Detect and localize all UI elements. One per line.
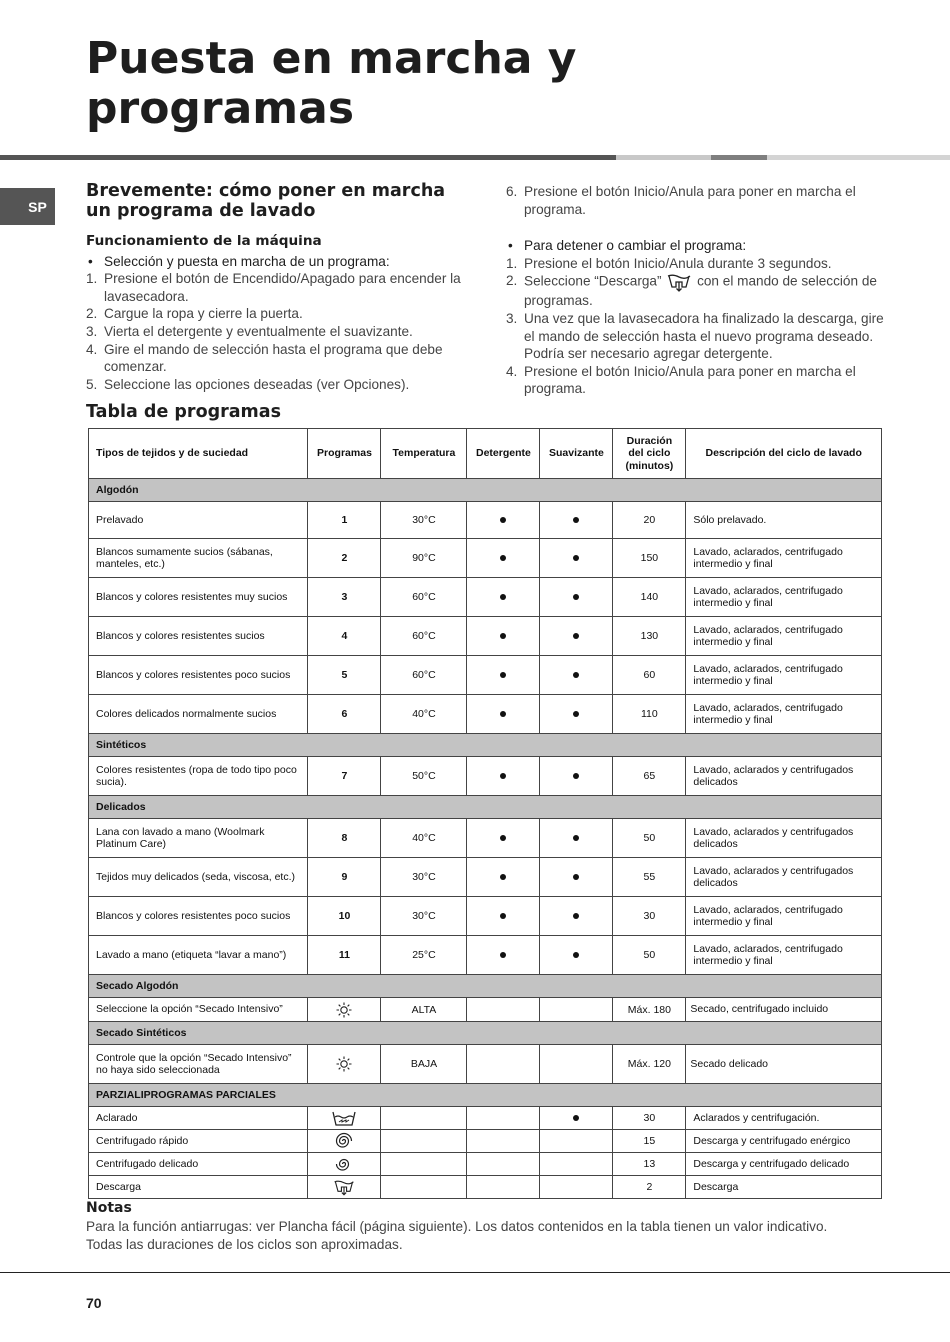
- table-row: Colores delicados normalmente sucios 6 40°C 110 Lavado, aclarados, centrifugado intermedio y final: [89, 695, 882, 734]
- softener-dot: [573, 555, 579, 561]
- table-row: Descarga 2 Descarga: [89, 1176, 882, 1199]
- softener-dot: [573, 672, 579, 678]
- header-description: Descripción del ciclo de lavado: [686, 429, 882, 479]
- softener-dot: [573, 633, 579, 639]
- list-item: 5. Seleccione las opciones deseadas (ver Opciones).: [86, 376, 410, 392]
- softener-dot: [573, 711, 579, 717]
- operation-subheading: Funcionamiento de la máquina: [86, 233, 322, 249]
- programs-table: [88, 428, 882, 1199]
- category-row: Algodón: [89, 479, 882, 502]
- detergent-dot: [500, 672, 506, 678]
- list-item: 4. Presione el botón Inicio/Anula para poner en marcha el programa.: [506, 363, 856, 397]
- language-tab: SP: [0, 188, 55, 225]
- stop-steps-list: [506, 255, 886, 398]
- category-row: PARZIALIPROGRAMAS PARCIALES: [89, 1084, 882, 1107]
- list-item: 1. Presione el botón de Encendido/Apagado para encender la lavasecadora.: [86, 271, 461, 304]
- softener-dot: [573, 874, 579, 880]
- table-row: Lavado a mano (etiqueta “lavar a mano”) 11 25°C 50 Lavado, aclarados, centrifugado intermedio y final: [89, 936, 882, 975]
- start-steps-continued: [506, 183, 886, 218]
- detergent-dot: [500, 913, 506, 919]
- table-row: Lana con lavado a mano (Woolmark Platinum Care) 8 40°C 50 Lavado, aclarados y centrifugados delicados: [89, 819, 882, 858]
- table-row: Aclarado 30 Aclarados y centrifugación.: [89, 1107, 882, 1130]
- spin-icon: [335, 1158, 353, 1170]
- softener-dot: [573, 773, 579, 779]
- start-bullet: • Selección y puesta en marcha de un programa:: [86, 253, 466, 271]
- list-item: 2. Cargue la ropa y cierre la puerta.: [86, 306, 303, 322]
- softener-dot: [573, 1115, 579, 1121]
- softener-dot: [573, 517, 579, 523]
- table-heading: Tabla de programas: [86, 402, 282, 422]
- detergent-dot: [500, 711, 506, 717]
- header-rule-dark: [0, 155, 616, 160]
- list-item: 4. Gire el mando de selección hasta el programa que debe comenzar.: [86, 341, 443, 375]
- table-row: Seleccione la opción “Secado Intensivo” ALTA Máx. 180 Secado, centrifugado incluido: [89, 998, 882, 1022]
- table-row: Tejidos muy delicados (seda, viscosa, etc.) 9 30°C 55 Lavado, aclarados y centrifugados delicados: [89, 858, 882, 897]
- softener-dot: [573, 594, 579, 600]
- header-temperature: Temperatura: [381, 429, 467, 479]
- category-row: Sintéticos: [89, 734, 882, 757]
- intro-right-column: [506, 183, 886, 398]
- detergent-dot: [500, 633, 506, 639]
- start-steps-list: [86, 270, 466, 393]
- header-program: Programas: [308, 429, 381, 479]
- softener-dot: [573, 952, 579, 958]
- list-item: 3. Vierta el detergente y eventualmente el suavizante.: [86, 323, 413, 339]
- table-row: Blancos sumamente sucios (sábanas, manteles, etc.) 2 90°C 150 Lavado, aclarados, centrifugado intermedio y final: [89, 539, 882, 578]
- header-softener: Suavizante: [540, 429, 613, 479]
- category-row: Delicados: [89, 796, 882, 819]
- header-duration: Duración del ciclo (minutos): [613, 429, 686, 479]
- category-row: Secado Sintéticos: [89, 1022, 882, 1045]
- table-header-row: [89, 429, 882, 479]
- table-row: Centrifugado rápido 15 Descarga y centrifugado enérgico: [89, 1130, 882, 1153]
- header-detergent: Detergente: [467, 429, 540, 479]
- notes-text: Para la función antiarrugas: ver Plancha fácil (página siguiente). Los datos contenidos en la tabla tienen un valor indicativo. Todas las duraciones de los ciclos son aproximadas.: [86, 1219, 828, 1252]
- table-row: Controle que la opción “Secado Intensivo” no haya sido seleccionada BAJA Máx. 120 Secado delicado: [89, 1045, 882, 1084]
- drain-icon: [665, 274, 693, 289]
- stop-bullet: • Para detener o cambiar el programa:: [506, 237, 886, 255]
- intro-heading: Brevemente: cómo poner en marcha un programa de lavado: [86, 181, 446, 221]
- drain-icon: [332, 1181, 356, 1193]
- header-rule-light-end: [767, 155, 950, 160]
- list-item: 3. Una vez que la lavasecadora ha finalizado la descarga, gire el mando de selección hasta el nuevo programa deseado. Podría ser necesario agregar detergente.: [506, 310, 884, 362]
- softener-dot: [573, 913, 579, 919]
- detergent-dot: [500, 874, 506, 880]
- table-row: Colores resistentes (ropa de todo tipo poco sucia). 7 50°C 65 Lavado, aclarados y centrifugados delicados: [89, 757, 882, 796]
- rinse-icon: [331, 1112, 357, 1124]
- list-item: 1. Presione el botón Inicio/Anula durante 3 segundos.: [506, 255, 832, 271]
- table-row: Blancos y colores resistentes poco sucios 10 30°C 30 Lavado, aclarados, centrifugado intermedio y final: [89, 897, 882, 936]
- table-row: Blancos y colores resistentes poco sucios 5 60°C 60 Lavado, aclarados, centrifugado intermedio y final: [89, 656, 882, 695]
- header-fabric: Tipos de tejidos y de suciedad: [89, 429, 308, 479]
- dry-sun-icon: [336, 1003, 352, 1015]
- list-item: 2. Seleccione “Descarga” con el mando de selección de programas.: [506, 273, 877, 309]
- dry-sun-icon: [336, 1058, 352, 1070]
- detergent-dot: [500, 517, 506, 523]
- page-number: 70: [86, 1295, 102, 1311]
- notes-title: Notas: [86, 1200, 132, 1216]
- footer-rule: [0, 1272, 950, 1273]
- detergent-dot: [500, 594, 506, 600]
- table-row: Blancos y colores resistentes muy sucios 3 60°C 140 Lavado, aclarados, centrifugado intermedio y final: [89, 578, 882, 617]
- detergent-dot: [500, 555, 506, 561]
- header-rule-mid: [711, 155, 767, 160]
- header-rule-light: [616, 155, 711, 160]
- intro-left-column: [86, 181, 466, 393]
- spin-icon: [335, 1135, 353, 1147]
- softener-dot: [573, 835, 579, 841]
- category-row: Secado Algodón: [89, 975, 882, 998]
- table-row: Centrifugado delicado 13 Descarga y centrifugado delicado: [89, 1153, 882, 1176]
- table-row: Blancos y colores resistentes sucios 4 60°C 130 Lavado, aclarados, centrifugado intermedio y final: [89, 617, 882, 656]
- table-row: Prelavado 1 30°C 20 Sólo prelavado.: [89, 502, 882, 539]
- page-title: Puesta en marcha y programas: [86, 33, 577, 134]
- detergent-dot: [500, 835, 506, 841]
- detergent-dot: [500, 773, 506, 779]
- list-item: 6. Presione el botón Inicio/Anula para poner en marcha el programa.: [506, 184, 856, 217]
- detergent-dot: [500, 952, 506, 958]
